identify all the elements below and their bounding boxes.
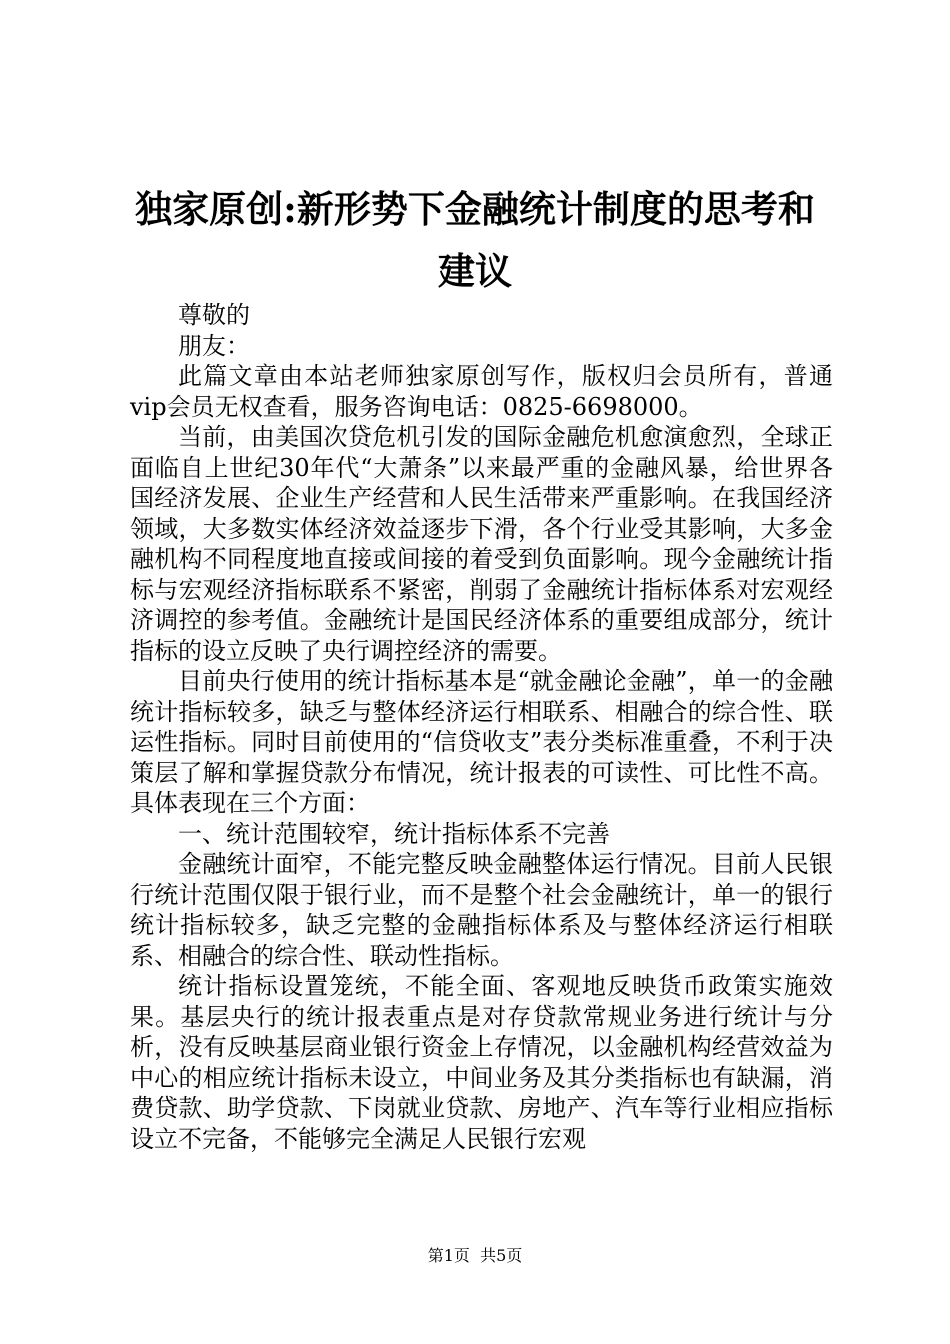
document-title: 独家原创:新形势下金融统计制度的思考和建议	[135, 187, 815, 293]
copyright-notice-paragraph: 此篇文章由本站老师独家原创写作，版权归会员所有，普通vip会员无权查看，服务咨询电话：0825-6698000。	[130, 362, 833, 421]
current-situation-paragraph: 目前央行使用的统计指标基本是“就金融论金融”，单一的金融统计指标较多，缺乏与整体经济运行相联系、相融合的综合性、联运性指标。同时目前使用的“信贷收支”表分类标准重叠，不利于决策层了解和掌握贷款分布情况，统计报表的可读性、可比性不高。具体表现在三个方面：	[130, 667, 833, 817]
page-footer	[0, 1246, 950, 1266]
salutation-line-2: 朋友：	[178, 331, 250, 360]
section-heading-1: 一、统计范围较窄，统计指标体系不完善	[178, 819, 610, 848]
section-1-paragraph-2: 统计指标设置笼统，不能全面、客观地反映货币政策实施效果。基层央行的统计报表重点是对存贷款常规业务进行统计与分析，没有反映基层商业银行资金上存情况，以金融机构经营效益为中心的相应统计指标未设立，中间业务及其分类指标也有缺漏，消费贷款、助学贷款、下岗就业贷款、房地产、汽车等行业相应指标设立不完备，不能够完全满足人民银行宏观	[130, 972, 833, 1153]
page-number-total: 共5页	[480, 1246, 523, 1265]
salutation-line-1: 尊敬的	[178, 301, 250, 329]
section-1-paragraph-1: 金融统计面窄，不能完整反映金融整体运行情况。目前人民银行统计范围仅限于银行业，而不是整个社会金融统计，单一的银行统计指标较多，缺乏完整的金融指标体系及与整体经济运行相联系、相融合的综合性、联动性指标。	[130, 850, 833, 970]
document-body	[130, 300, 833, 1154]
page-number-current: 第1页	[427, 1246, 470, 1265]
intro-paragraph: 当前，由美国次贷危机引发的国际金融危机愈演愈烈，全球正面临自上世纪30年代“大萧条”以来最严重的金融风暴，给世界各国经济发展、企业生产经营和人民生活带来严重影响。在我国经济领域，大多数实体经济效益逐步下滑，各个行业受其影响，大多金融机构不同程度地直接或间接的着受到负面影响。现今金融统计指标与宏观经济指标联系不紧密，削弱了金融统计指标体系对宏观经济调控的参考值。金融统计是国民经济体系的重要组成部分，统计指标的设立反映了央行调控经济的需要。	[130, 423, 833, 665]
